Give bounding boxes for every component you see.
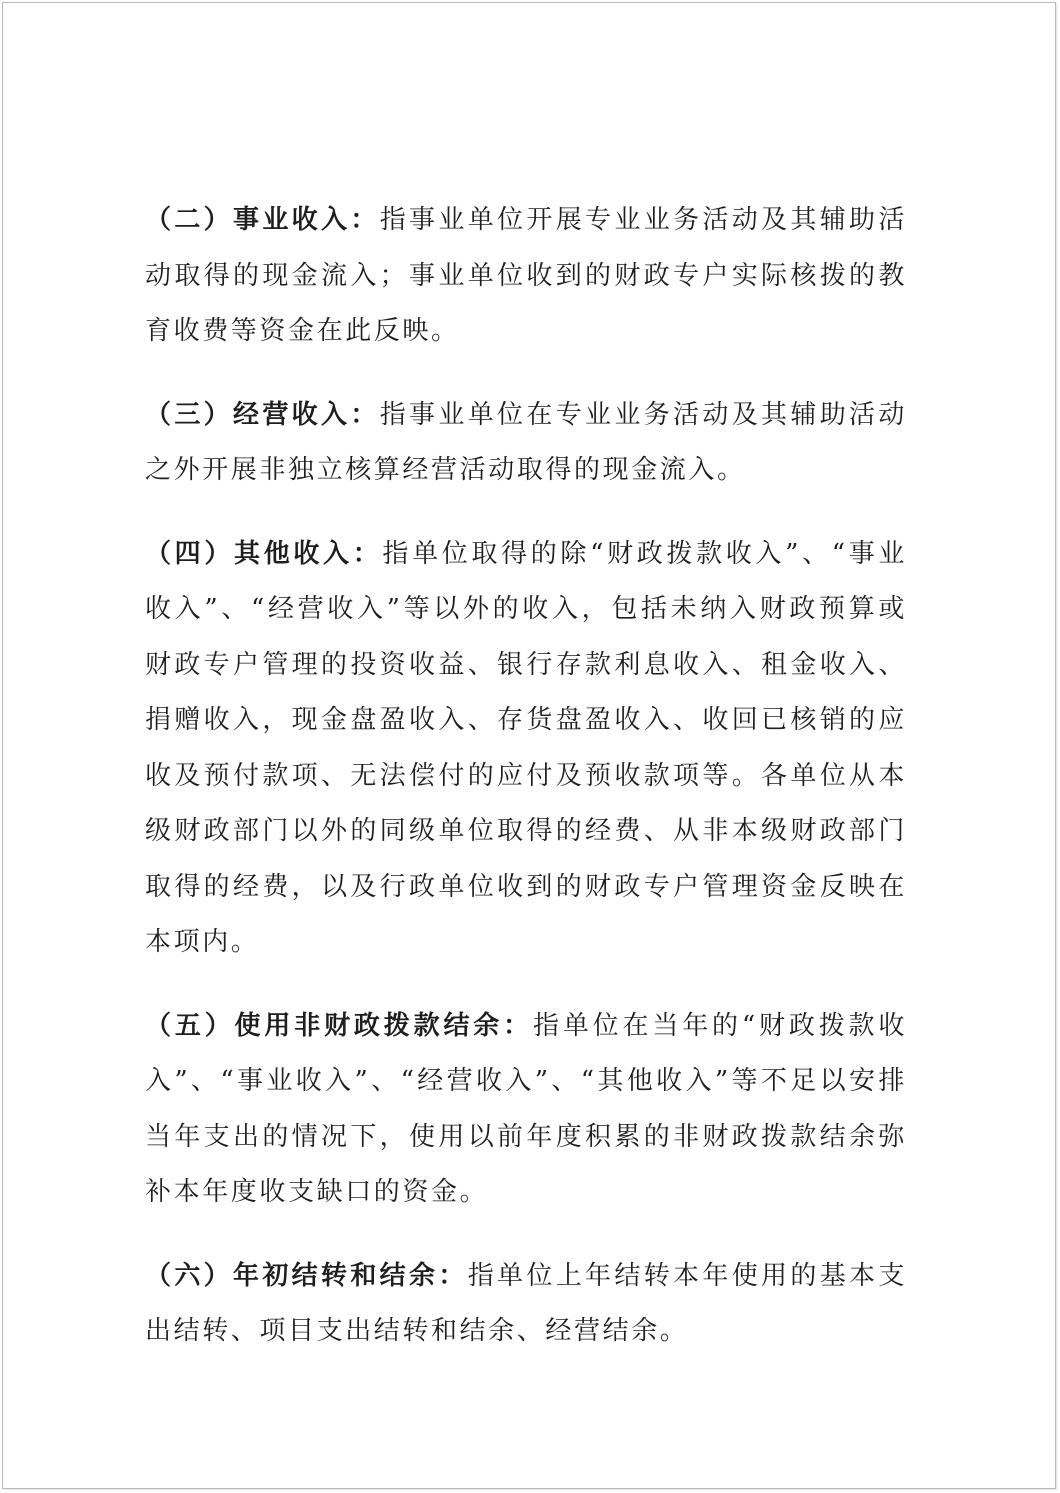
paragraph-heading: （二）事业收入： (145, 205, 380, 235)
paragraph-heading: （六）年初结转和结余： (145, 1260, 468, 1291)
paragraph-heading: （四）其他收入： (145, 538, 383, 569)
paragraph-text: 指单位取得的除“财政拨款收入”、“事业收入”、“经营收入”等以外的收入，包括未纳入财政预算或财政专户管理的投资收益、银行存款利息收入、租金收入、捐赠收入，现金盘盈收入、存货盘盈收入、收回已核销的应收及预付款项、无法偿付的应付及预收款项等。各单位从本级财政部门以外的同级单位取得的经费、从非本级财政部门取得的经费，以及行政单位收到的财政专户管理资金反映在本项内。 (145, 538, 907, 957)
paragraph-other-income (145, 527, 907, 971)
document-body (145, 193, 907, 1388)
paragraph-operating-income (145, 388, 907, 499)
paragraph-text: 指事业单位开展专业业务活动及其辅助活动取得的现金流入；事业单位收到的财政专户实际核拨的教育收费等资金在此反映。 (145, 205, 907, 346)
paragraph-business-income (145, 193, 907, 360)
paragraph-non-fiscal-surplus (145, 999, 907, 1221)
paragraph-text: 指单位在当年的“财政拨款收入”、“事业收入”、“经营收入”、“其他收入”等不足以安排当年支出的情况下，使用以前年度积累的非财政拨款结余弥补本年度收支缺口的资金。 (145, 1010, 908, 1207)
document-page (2, 2, 1056, 1489)
paragraph-text: 指单位上年结转本年使用的基本支出结转、项目支出结转和结余、经营结余。 (145, 1260, 907, 1346)
paragraph-text: 指事业单位在专业业务活动及其辅助活动之外开展非独立核算经营活动取得的现金流入。 (145, 399, 907, 485)
paragraph-carryover-surplus (145, 1249, 907, 1360)
paragraph-heading: （三）经营收入： (145, 399, 380, 430)
paragraph-heading: （五）使用非财政拨款结余： (145, 1010, 533, 1041)
